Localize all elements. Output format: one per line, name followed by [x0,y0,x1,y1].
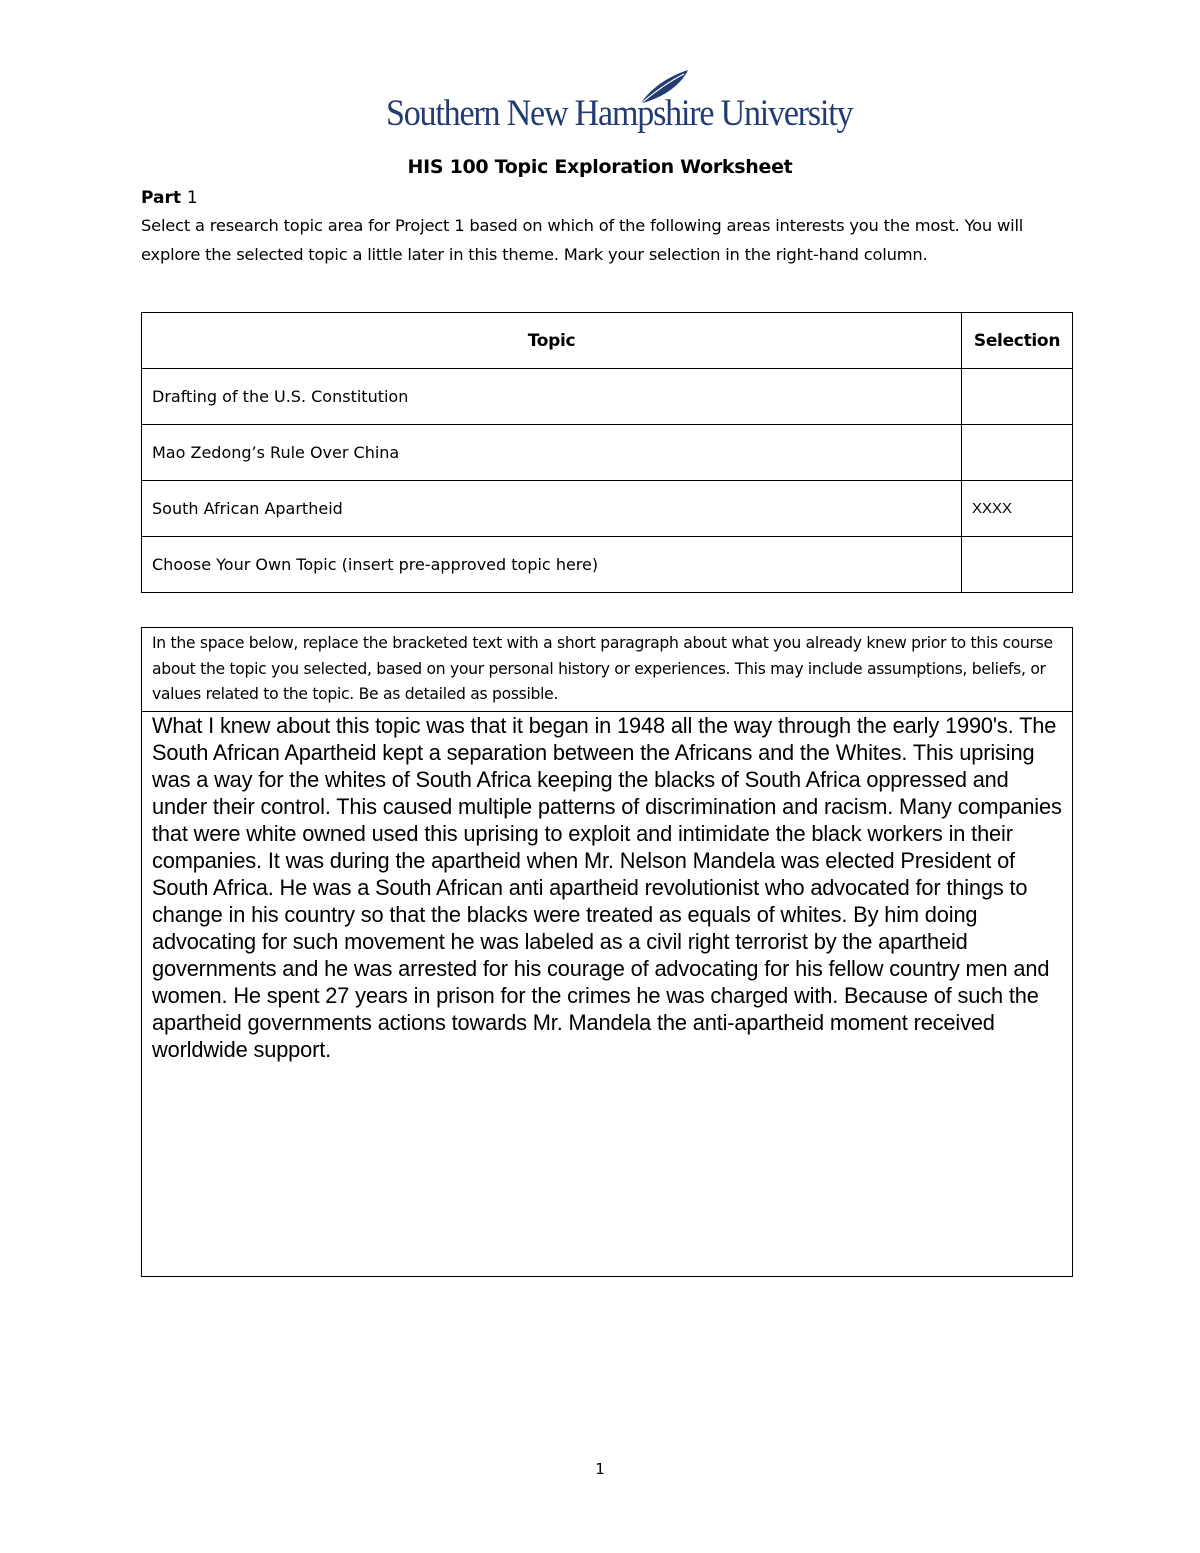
page-title: HIS 100 Topic Exploration Worksheet [407,156,793,178]
table-row [142,481,1073,537]
university-name: Southern New Hampshire University [386,93,853,134]
selection-cell[interactable] [962,537,1073,593]
reflection-response[interactable]: What I knew about this topic was that it began in 1948 all the way through the early 1990's. The South African Apartheid kept a separation between the Africans and the Whites. This uprising was a way for the whites of South Africa keeping the blacks of South Africa oppressed and under their control. This caused multiple patterns of discrimination and racism. Many companies that were white owned used this uprising to exploit and intimidate the black workers in their companies. It was during the apartheid when Mr. Nelson Mandela was elected President of South Africa. He was a South African anti apartheid revolutionist who advocated for things to change in his country so that the blacks were treated as equals of whites. By him doing advocating for such movement he was labeled as a civil right terrorist by the apartheid governments and he was arrested for his courage of advocating for his fellow country men and women. He spent 27 years in prison for the crimes he was charged with. Because of such the apartheid governments actions towards Mr. Mandela the anti-apartheid moment received worldwide support. [152,713,1062,1062]
selection-cell[interactable]: XXXX [962,481,1073,537]
topic-cell: Drafting of the U.S. Constitution [142,369,962,425]
university-logo [386,68,853,140]
topic-table [141,312,1073,593]
page-number: 1 [595,1460,605,1478]
selection-column-header: Selection [962,313,1073,369]
table-row [142,537,1073,593]
instructions-text: Select a research topic area for Project 1 based on which of the following areas interests you the most. You will explore the selected topic a little later in this theme. Mark your selection in the right-hand column. [141,216,1024,264]
part-number: 1 [186,188,198,208]
reflection-box [141,627,1073,1277]
reflection-prompt: In the space below, replace the bracketed text with a short paragraph about what you already knew prior to this course about the topic you selected, based on your personal history or experiences. This may include assumptions, beliefs, or values related to the topic. Be as detailed as possible. [142,628,1072,712]
selection-cell[interactable] [962,369,1073,425]
table-header-row [142,313,1073,369]
part-heading [141,188,198,208]
selection-cell[interactable] [962,425,1073,481]
topic-cell: Mao Zedong’s Rule Over China [142,425,962,481]
table-row [142,425,1073,481]
table-row [142,369,1073,425]
part-label-text: Part [141,188,181,208]
topic-cell: South African Apartheid [142,481,962,537]
topic-column-header: Topic [142,313,962,369]
topic-cell: Choose Your Own Topic (insert pre-approved topic here) [142,537,962,593]
